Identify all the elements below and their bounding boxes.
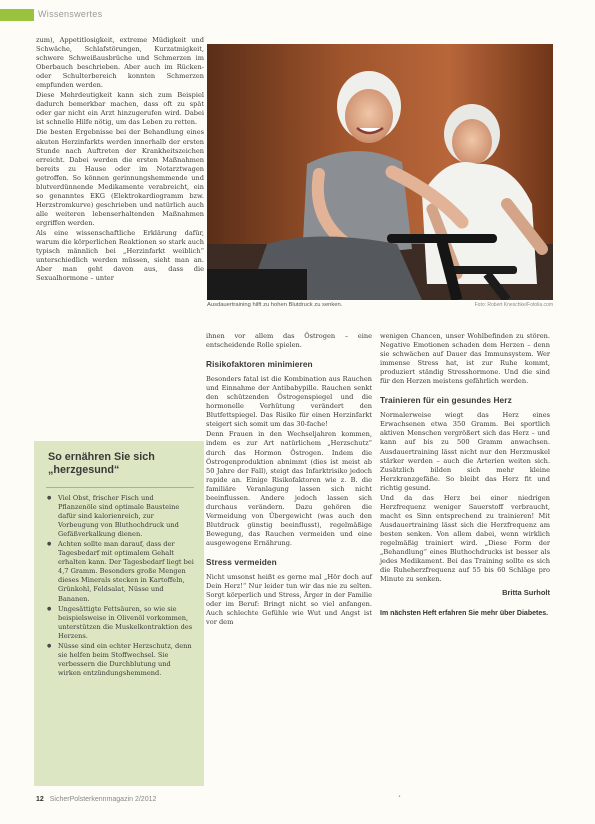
section-color-bar bbox=[0, 9, 34, 21]
author-signature: Britta Surholt bbox=[502, 588, 550, 598]
article-column-1 bbox=[36, 36, 204, 284]
paragraph: Nicht umsonst heißt es gerne mal „Hör doch auf Dein Herz!“ Nur leider tun wir das nie zu selten. Sorgt körperlich und Stress, Ärger in der Familie oder im Beruf: Bringt nicht so viel anfangen. Auch schlechte Gefühle wie Wut und Angst ist vor dem bbox=[206, 573, 372, 627]
footer-dot: • bbox=[398, 794, 401, 800]
list-item: ● Viel Obst, frischer Fisch und Pflanzenöle sind optimale Bausteine dafür sind kalorienreich, zur Vorbeugung von Bluthochdruck und Gefäßverkalkung dienen. bbox=[46, 494, 194, 539]
box-divider bbox=[46, 487, 194, 488]
paragraph: Diese Mehrdeutigkeit kann sich zum Beispiel dadurch bemerkbar machen, dass oft zu spät oder gar nicht ein Arzt hinzugerufen wird. Dabei ist schnelle Hilfe nötig, um das Leben zu retten. bbox=[36, 91, 204, 127]
paragraph: wenigen Chancen, unser Wohlbefinden zu stören. Negative Emotionen schaden dem Herzen – denn sie schwächen auf Dauer das Immunsystem. Wer immense Stress hat, ist zur Ruhe kommt, produziert ständig Stresshormone. Und die sind für den Herzen meistens gefährlich werden. bbox=[380, 332, 550, 386]
subheading: Risikofaktoren minimieren bbox=[206, 359, 313, 370]
section-label: Wissenswertes bbox=[38, 9, 103, 19]
next-issue-teaser: Im nächsten Heft erfahren Sie mehr über Diabetes. bbox=[380, 610, 549, 618]
paragraph: Die besten Ergebnisse bei der Behandlung eines akuten Herzinfarkts werden innerhalb der ersten Stunde nach Auftreten der Krankheitszeichen erreicht. Dabei werden die ersten Maßnahmen bereits zu Hause oder im Notarztwagen getroffen. So können gerinnungshemmende und blutverdünnende Medikamente verabreicht, ein so genanntes EKG (Elektrokardiogramm bzw. Herzstromkurve) geschrieben und natürlich auch alle weiteren lebenserhaltenden Maßnahmen ergriffen werden. bbox=[36, 128, 204, 227]
list-item: ● Nüsse sind ein echter Herzschutz, denn sie helfen beim Stoffwechsel. Sie verbessern die Durchblutung und wirken entzündungshemmend. bbox=[46, 642, 194, 678]
publication-name: SicherPolsterkennmagazin 2/2012 bbox=[49, 796, 157, 803]
paragraph: zum), Appetitlosigkeit, extreme Müdigkeit und Schwäche, Schlafstörungen, Kurzatmigkeit, schwere Schweißausbrüche und Schmerzen im Oberbauch beschrieben. Aber auch im Rücken- oder Schulterbereich konnten Schmerzen empfunden werden. bbox=[36, 36, 204, 90]
page-number: 12 bbox=[36, 796, 44, 803]
box-title bbox=[48, 451, 192, 477]
paragraph: Besonders fatal ist die Kombination aus Rauchen und Einnahme der Antibabypille. Rauchen senkt den schützenden Östrogenspiegel und die hormonelle Verhütung verändert den Blutfettspiegel. Das Risiko für einen Herzinfarkt steigert sich somit um das 30-fache! bbox=[206, 375, 372, 429]
article-column-3 bbox=[380, 332, 550, 618]
paragraph: Denn Frauen in den Wechseljahren kommen, indem es zur Art natürlichem „Herzschutz“ durch das Hormon Östrogen. Indem die Östrogenproduktion abnimmt (dies ist meist ab 50 Jahre der Fall), steigt das Infarktrisiko jedoch rapide an. Einige Risikofaktoren wie z. B. die familiäre Veranlagung lassen sich nicht beeinflussen. Andere jedoch lassen sich durchaus verändern. Dazu gehören die Vermeidung von Übergewicht (was auch den Blutdruck günstig beeinflusst), regelmäßige Bewegung, das Rauchen vermeiden und eine ausgewogene Ernährung. bbox=[206, 430, 372, 547]
photo-caption bbox=[207, 302, 553, 308]
nutrition-tips-box bbox=[34, 441, 204, 786]
tips-list bbox=[46, 494, 194, 678]
box-title-line: „herzgesund“ bbox=[48, 464, 120, 476]
list-item: ● Ungesättigte Fettsäuren, so wie sie beispielsweise in Olivenöl vorkommen, unterstützen die Muskelkontraktion des Herzens. bbox=[46, 605, 194, 641]
exercise-bike-photo bbox=[207, 44, 553, 300]
article-column-2 bbox=[206, 332, 372, 628]
seniors-cycling-illustration bbox=[207, 44, 553, 300]
subheading: Trainieren für ein gesundes Herz bbox=[380, 395, 512, 406]
paragraph: ihnen vor allem das Östrogen – eine entscheidende Rolle spielen. bbox=[206, 332, 372, 350]
page-footer bbox=[36, 796, 156, 803]
photo-credit: Foto: Robert Kneschke/Fotolia.com bbox=[474, 302, 553, 308]
paragraph: Als eine wissenschaftliche Erklärung dafür, warum die körperlichen Reaktionen so stark auch typisch männlich bei „Herzinfarkt weiblich“ unterschiedlich werden müssen, sieht man an. Aber man geht davon aus, dass die Sexualhormone – unter bbox=[36, 228, 204, 283]
caption-text: Ausdauertraining hilft zu hohen Blutdruck zu senken. bbox=[207, 302, 343, 308]
paragraph: Normalerweise wiegt das Herz eines Erwachsenen etwa 350 Gramm. Bei sportlich aktiven Menschen vergrößert sich das Herz – und kann auf bis zu 500 Gramm anwachsen. Ausdauertraining lässt nicht nur den Herzmuskel stärker werden – auch die Arterien weiten sich. Zusätzlich bilden sich mehr kleine Herzkranzgefäße. So bleibt das Herz fit und richtig gesund. bbox=[380, 411, 550, 492]
paragraph: Und da das Herz bei einer niedrigen Herzfrequenz weniger Sauerstoff verbraucht, macht es Sinn entsprechend zu trainieren! Mit Ausdauertraining lässt sich die Herzfrequenz am besten senken. Von allem dabei, wenn wirklich regelmäßig trainiert wird. „Diese Form der „Behandlung“ eines Bluthochdrucks ist besser als jedes Medikament. Bei das Training sollte es sich die Ruheherzfrequenz auf 55 bis 60 Schläge pro Minute zu senken. bbox=[380, 493, 550, 584]
box-title-line: So ernähren Sie sich bbox=[48, 451, 155, 463]
subheading: Stress vermeiden bbox=[206, 557, 277, 568]
list-item: ● Achten sollte man darauf, dass der Tagesbedarf mit optimalem Gehalt erhalten kann. Der Tagesbedarf liegt bei 4,7 Gramm. Besonders große Mengen dieses Minerals stecken in Kartoffeln, Grünkohl, Feldsalat, Nüsse und Bananen. bbox=[46, 540, 194, 603]
